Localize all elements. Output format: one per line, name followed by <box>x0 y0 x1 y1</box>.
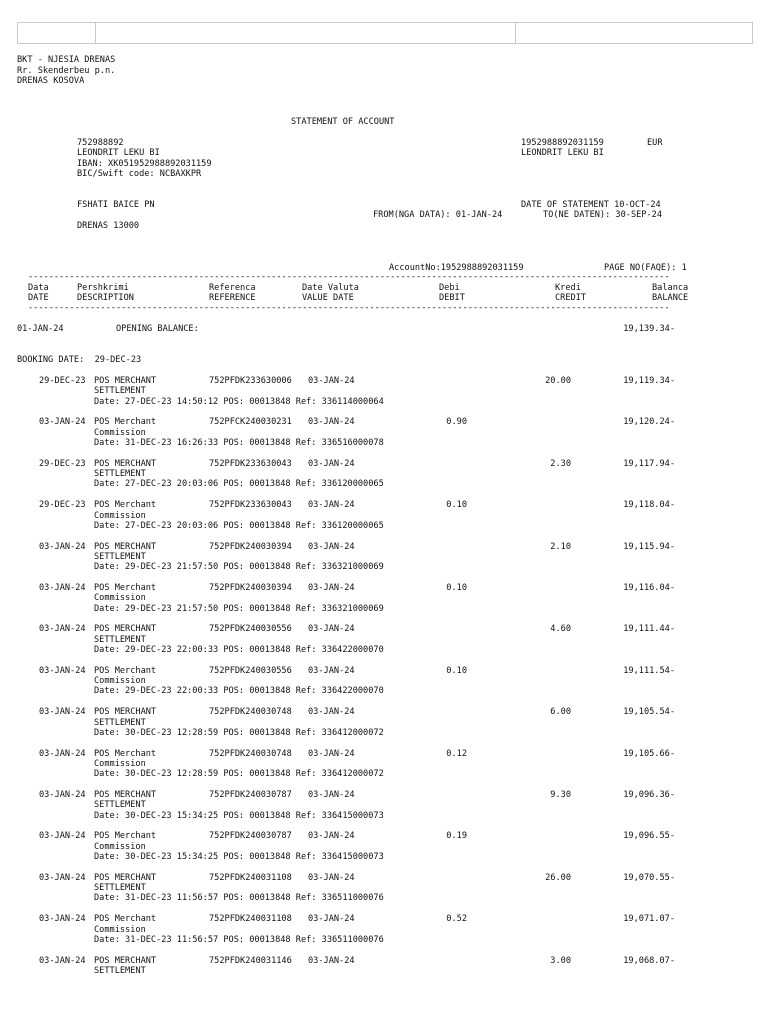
opening-date: 01-JAN-24 <box>17 324 64 334</box>
tx-description-line2: Commission <box>94 593 146 604</box>
bank-name: BKT - NJESIA DRENAS <box>17 55 116 65</box>
tx-debit: 0.10 <box>446 583 467 593</box>
tx-value-date: 03-JAN-24 <box>308 790 355 800</box>
tx-description: POS MERCHANT <box>94 458 157 469</box>
col-credit-sq: Kredi <box>555 283 581 293</box>
tx-credit: 3.00 <box>550 955 571 966</box>
tx-detail: Date: 29-DEC-23 21:57:50 POS: 00013848 Ref: 336321000069 <box>94 562 384 573</box>
tx-detail: Date: 27-DEC-23 20:03:06 POS: 00013848 Ref: 336120000065 <box>94 520 384 531</box>
tx-description-line2: SETTLEMENT <box>94 634 146 645</box>
tx-detail: Date: 30-DEC-23 15:34:25 POS: 00013848 Ref: 336415000073 <box>94 810 384 821</box>
booking-date: BOOKING DATE: 29-DEC-23 <box>17 355 142 365</box>
tx-balance: 19,111.54- <box>623 665 675 676</box>
tx-description: POS MERCHANT <box>94 541 157 552</box>
col-date-sq: Data <box>28 283 49 293</box>
tx-reference: 752PFDK240030748 <box>209 707 292 718</box>
address-street: FSHATI BAICE PN <box>77 200 155 210</box>
account-holder: LEONDRIT LEKU BI <box>77 148 160 158</box>
tx-detail: Date: 27-DEC-23 20:03:06 POS: 00013848 Ref: 336120000065 <box>94 479 384 490</box>
tx-date: 03-JAN-24 <box>39 790 86 800</box>
tx-balance: 19,118.04- <box>623 500 675 511</box>
opening-balance: 19,139.34- <box>623 324 675 334</box>
col-debit-sq: Debi <box>439 283 460 293</box>
separator-top: ---------------------------------------------------------------------------------------------------------------------------- <box>28 272 670 282</box>
statement-date: DATE OF STATEMENT 10-OCT-24 <box>521 200 661 210</box>
tx-credit: 2.30 <box>550 458 571 469</box>
tx-description: POS Merchant <box>94 748 157 759</box>
tx-description: POS Merchant <box>94 583 157 593</box>
tx-debit: 0.52 <box>446 914 467 925</box>
tx-balance: 19,096.36- <box>623 790 675 800</box>
period-from: FROM(NGA DATA): 01-JAN-24 <box>373 210 503 220</box>
tx-value-date: 03-JAN-24 <box>308 748 355 759</box>
tx-description: POS MERCHANT <box>94 790 157 800</box>
tx-reference: 752PFDK240030787 <box>209 790 292 800</box>
tx-description: POS Merchant <box>94 500 157 511</box>
period-to: TO(NE DATEN): 30-SEP-24 <box>543 210 662 220</box>
tx-date: 03-JAN-24 <box>39 624 86 635</box>
tx-value-date: 03-JAN-24 <box>308 500 355 511</box>
tx-balance: 19,071.07- <box>623 914 675 925</box>
tx-reference: 752PFDK240031108 <box>209 914 292 925</box>
col-value-sq: Date Valuta <box>302 283 359 293</box>
tx-value-date: 03-JAN-24 <box>308 914 355 925</box>
tx-reference: 752PFCK240030231 <box>209 417 292 428</box>
tx-date: 03-JAN-24 <box>39 707 86 718</box>
account-full-number: 1952988892031159 <box>521 138 604 148</box>
tx-value-date: 03-JAN-24 <box>308 665 355 676</box>
header-box <box>17 22 753 44</box>
header-box-divider <box>95 23 96 43</box>
tx-balance: 19,119.34- <box>623 376 675 386</box>
tx-credit: 26.00 <box>545 872 571 883</box>
tx-date: 03-JAN-24 <box>39 831 86 842</box>
tx-value-date: 03-JAN-24 <box>308 541 355 552</box>
tx-reference: 752PFDK240030394 <box>209 541 292 552</box>
tx-date: 03-JAN-24 <box>39 872 86 883</box>
tx-description-line2: Commission <box>94 924 146 935</box>
tx-debit: 0.90 <box>446 417 467 428</box>
tx-date: 03-JAN-24 <box>39 914 86 925</box>
tx-description-line2: SETTLEMENT <box>94 469 146 480</box>
tx-balance: 19,111.44- <box>623 624 675 635</box>
header-box-divider <box>515 23 516 43</box>
currency: EUR <box>647 138 663 148</box>
account-holder-right: LEONDRIT LEKU BI <box>521 148 604 158</box>
tx-description: POS Merchant <box>94 831 157 842</box>
bank-city: DRENAS KOSOVA <box>17 76 85 86</box>
page-number: PAGE NO(FAQE): 1 <box>604 263 687 273</box>
col-balance-en: BALANCE <box>652 293 689 303</box>
tx-description: POS MERCHANT <box>94 376 157 386</box>
tx-date: 03-JAN-24 <box>39 665 86 676</box>
tx-description-line2: SETTLEMENT <box>94 386 146 397</box>
tx-balance: 19,116.04- <box>623 583 675 593</box>
tx-description: POS MERCHANT <box>94 955 157 966</box>
tx-detail: Date: 27-DEC-23 14:50:12 POS: 00013848 Ref: 336114000064 <box>94 396 384 407</box>
tx-date: 03-JAN-24 <box>39 748 86 759</box>
col-balance-sq: Balanca <box>652 283 689 293</box>
tx-credit: 6.00 <box>550 707 571 718</box>
tx-value-date: 03-JAN-24 <box>308 831 355 842</box>
tx-description-line2: SETTLEMENT <box>94 965 146 976</box>
tx-description-line2: Commission <box>94 841 146 852</box>
tx-value-date: 03-JAN-24 <box>308 624 355 635</box>
account-no-label: AccountNo:1952988892031159 <box>389 263 524 273</box>
iban: IBAN: XK051952988892031159 <box>77 159 212 169</box>
tx-debit: 0.19 <box>446 831 467 842</box>
tx-reference: 752PFDK233630043 <box>209 458 292 469</box>
col-value-en: VALUE DATE <box>302 293 354 303</box>
tx-reference: 752PFDK240030556 <box>209 665 292 676</box>
tx-reference: 752PFDK240030787 <box>209 831 292 842</box>
tx-detail: Date: 29-DEC-23 22:00:33 POS: 00013848 Ref: 336422000070 <box>94 645 384 655</box>
tx-description-line2: Commission <box>94 676 146 687</box>
tx-balance: 19,070.55- <box>623 872 675 883</box>
tx-value-date: 03-JAN-24 <box>308 955 355 966</box>
tx-date: 03-JAN-24 <box>39 541 86 552</box>
tx-balance: 19,105.66- <box>623 748 675 759</box>
tx-balance: 19,068.07- <box>623 955 675 966</box>
tx-reference: 752PFDK240030748 <box>209 748 292 759</box>
col-ref-sq: Referenca <box>209 283 256 293</box>
tx-description-line2: SETTLEMENT <box>94 800 146 811</box>
tx-value-date: 03-JAN-24 <box>308 707 355 718</box>
tx-value-date: 03-JAN-24 <box>308 872 355 883</box>
address-city: DRENAS 13000 <box>77 221 140 231</box>
tx-balance: 19,115.94- <box>623 541 675 552</box>
tx-description: POS MERCHANT <box>94 624 157 635</box>
tx-balance: 19,096.55- <box>623 831 675 842</box>
tx-date: 03-JAN-24 <box>39 955 86 966</box>
tx-detail: Date: 31-DEC-23 11:56:57 POS: 00013848 Ref: 336511000076 <box>94 893 384 904</box>
tx-description-line2: Commission <box>94 758 146 769</box>
page-title: STATEMENT OF ACCOUNT <box>291 117 395 127</box>
tx-value-date: 03-JAN-24 <box>308 583 355 593</box>
separator-bottom: ---------------------------------------------------------------------------------------------------------------------------- <box>28 303 670 313</box>
tx-debit: 0.10 <box>446 500 467 511</box>
tx-reference: 752PFDK240030394 <box>209 583 292 593</box>
tx-description-line2: SETTLEMENT <box>94 883 146 894</box>
tx-date: 29-DEC-23 <box>39 458 86 469</box>
col-desc-sq: Pershkrimi <box>77 283 129 293</box>
bic-swift: BIC/Swift code: NCBAXKPR <box>77 169 202 179</box>
tx-detail: Date: 30-DEC-23 15:34:25 POS: 00013848 Ref: 336415000073 <box>94 852 384 862</box>
tx-detail: Date: 29-DEC-23 21:57:50 POS: 00013848 Ref: 336321000069 <box>94 603 384 614</box>
tx-debit: 0.12 <box>446 748 467 759</box>
tx-description-line2: SETTLEMENT <box>94 551 146 562</box>
col-date-en: DATE <box>28 293 49 303</box>
tx-description: POS MERCHANT <box>94 872 157 883</box>
col-credit-en: CREDIT <box>555 293 587 303</box>
col-ref-en: REFERENCE <box>209 293 256 303</box>
tx-credit: 2.10 <box>550 541 571 552</box>
tx-debit: 0.10 <box>446 665 467 676</box>
tx-reference: 752PFDK240031108 <box>209 872 292 883</box>
tx-reference: 752PFDK240031146 <box>209 955 292 966</box>
tx-reference: 752PFDK233630006 <box>209 376 292 386</box>
bank-street: Rr. Skenderbeu p.n. <box>17 66 116 76</box>
tx-detail: Date: 30-DEC-23 12:28:59 POS: 00013848 Ref: 336412000072 <box>94 727 384 738</box>
tx-detail: Date: 31-DEC-23 16:26:33 POS: 00013848 Ref: 336516000078 <box>94 438 384 448</box>
tx-date: 29-DEC-23 <box>39 376 86 386</box>
tx-description: POS MERCHANT <box>94 707 157 718</box>
tx-description: POS Merchant <box>94 665 157 676</box>
tx-credit: 9.30 <box>550 790 571 800</box>
opening-label: OPENING BALANCE: <box>116 324 199 334</box>
tx-description: POS Merchant <box>94 417 157 428</box>
tx-balance: 19,120.24- <box>623 417 675 428</box>
tx-reference: 752PFDK233630043 <box>209 500 292 511</box>
tx-detail: Date: 31-DEC-23 11:56:57 POS: 00013848 Ref: 336511000076 <box>94 934 384 945</box>
tx-balance: 19,105.54- <box>623 707 675 718</box>
tx-description-line2: SETTLEMENT <box>94 717 146 728</box>
tx-reference: 752PFDK240030556 <box>209 624 292 635</box>
tx-date: 03-JAN-24 <box>39 417 86 428</box>
col-desc-en: DESCRIPTION <box>77 293 134 303</box>
tx-value-date: 03-JAN-24 <box>308 417 355 428</box>
tx-detail: Date: 29-DEC-23 22:00:33 POS: 00013848 Ref: 336422000070 <box>94 686 384 697</box>
tx-balance: 19,117.94- <box>623 458 675 469</box>
tx-description-line2: Commission <box>94 510 146 521</box>
tx-date: 03-JAN-24 <box>39 583 86 593</box>
tx-value-date: 03-JAN-24 <box>308 458 355 469</box>
tx-value-date: 03-JAN-24 <box>308 376 355 386</box>
tx-description-line2: Commission <box>94 427 146 438</box>
tx-credit: 20.00 <box>545 376 571 386</box>
col-debit-en: DEBIT <box>439 293 465 303</box>
account-number: 752988892 <box>77 138 124 148</box>
tx-description: POS Merchant <box>94 914 157 925</box>
tx-detail: Date: 30-DEC-23 12:28:59 POS: 00013848 Ref: 336412000072 <box>94 769 384 780</box>
tx-date: 29-DEC-23 <box>39 500 86 511</box>
tx-credit: 4.60 <box>550 624 571 635</box>
